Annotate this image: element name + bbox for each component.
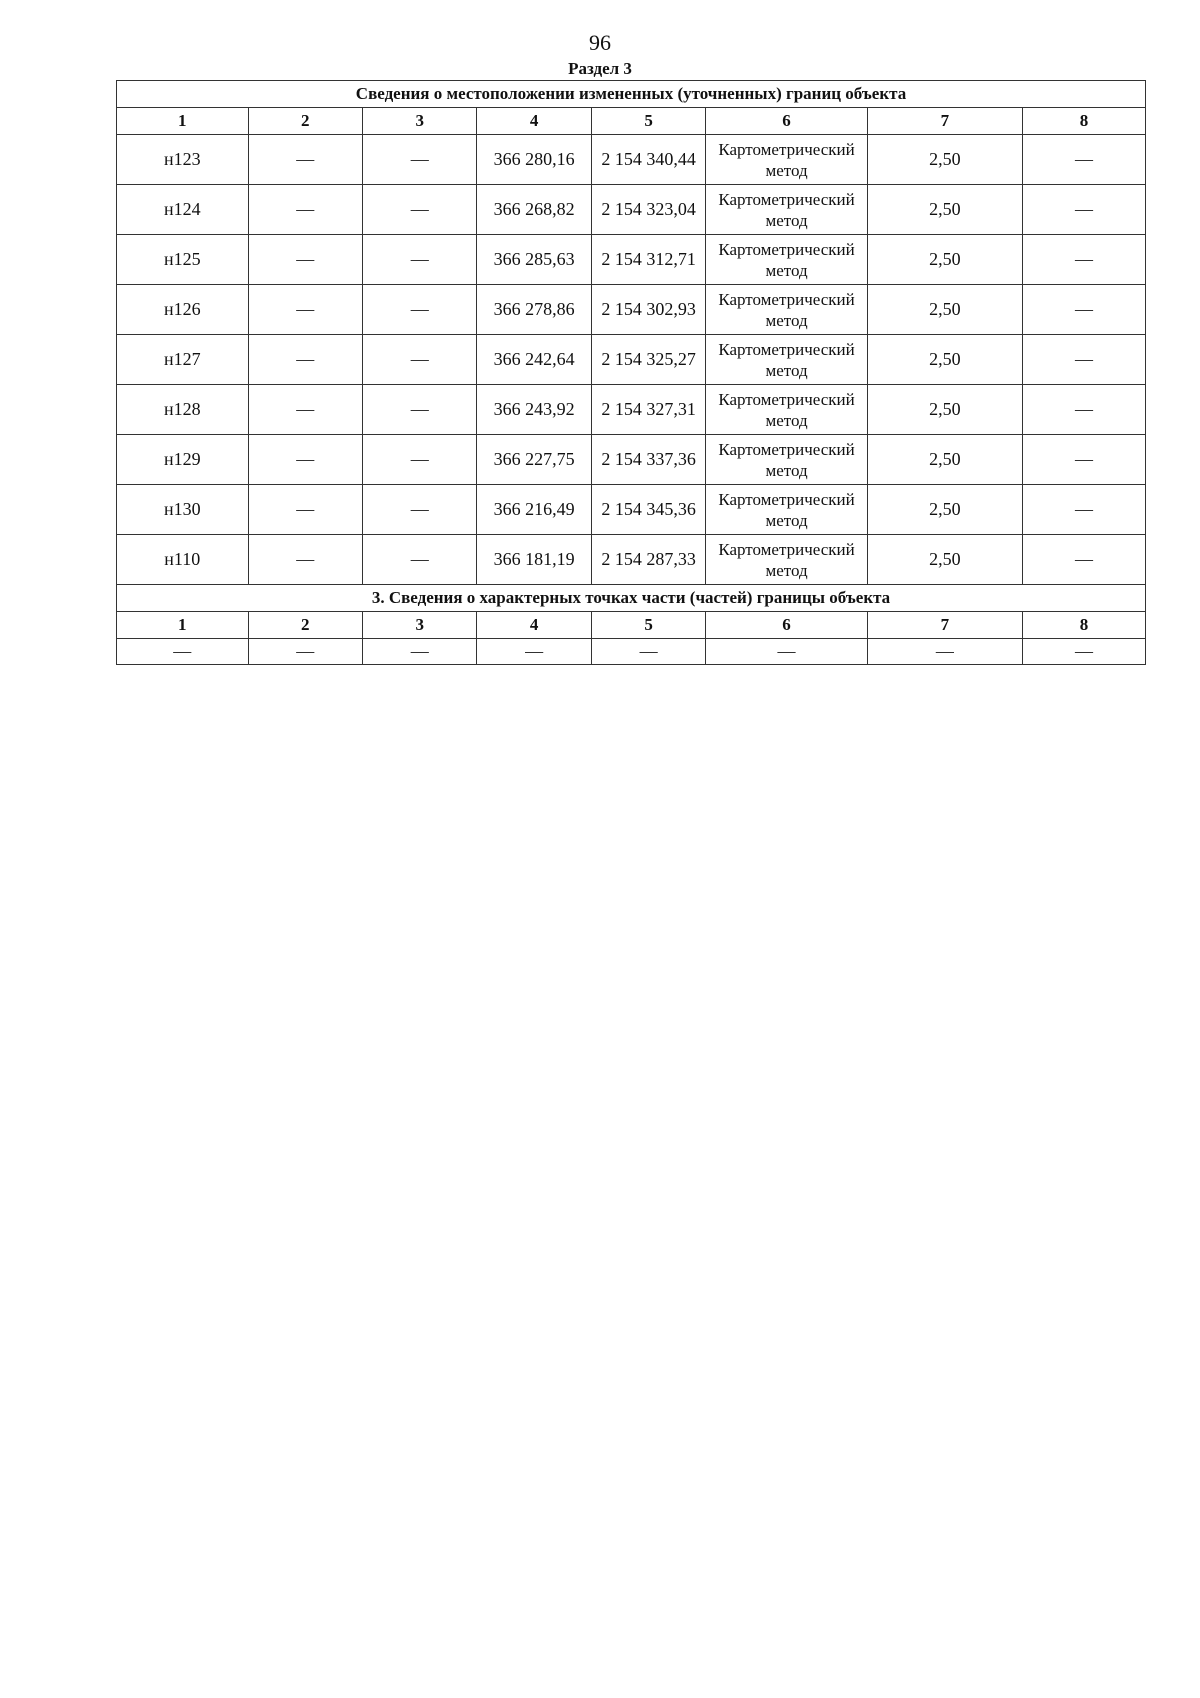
page-number: 96	[589, 30, 611, 55]
point-id-cell: н125	[117, 235, 249, 285]
point-id-cell: н110	[117, 535, 249, 585]
table-cell: —	[362, 285, 476, 335]
table-cell: —	[1022, 535, 1145, 585]
coordinate-x-cell: 366 243,92	[477, 385, 591, 435]
table-cell: —	[1022, 639, 1145, 665]
coordinate-y-cell: 2 154 327,31	[591, 385, 705, 435]
table-cell: —	[248, 135, 362, 185]
section-title: Раздел 3	[568, 59, 632, 78]
table-row	[117, 385, 1146, 435]
table-cell: —	[706, 639, 868, 665]
coordinate-x-cell: 366 227,75	[477, 435, 591, 485]
method-cell: Картометрический метод	[706, 285, 868, 335]
table-cell: —	[248, 385, 362, 435]
table-cell: —	[362, 235, 476, 285]
table-cell: —	[1022, 135, 1145, 185]
table-cell: —	[362, 485, 476, 535]
table-cell: —	[248, 285, 362, 335]
method-cell: Картометрический метод	[706, 485, 868, 535]
column-number: 7	[867, 108, 1022, 135]
table-cell: —	[248, 185, 362, 235]
table-row	[117, 535, 1146, 585]
coordinate-y-cell: 2 154 302,93	[591, 285, 705, 335]
coordinate-x-cell: 366 278,86	[477, 285, 591, 335]
accuracy-cell: 2,50	[867, 185, 1022, 235]
coordinate-y-cell: 2 154 312,71	[591, 235, 705, 285]
table-cell: —	[1022, 435, 1145, 485]
method-cell: Картометрический метод	[706, 185, 868, 235]
coordinate-y-cell: 2 154 325,27	[591, 335, 705, 385]
coordinate-y-cell: 2 154 323,04	[591, 185, 705, 235]
coordinate-x-cell: 366 242,64	[477, 335, 591, 385]
table-cell: —	[362, 335, 476, 385]
coordinate-x-cell: 366 268,82	[477, 185, 591, 235]
column-number: 8	[1022, 612, 1145, 639]
table-cell: —	[1022, 385, 1145, 435]
accuracy-cell: 2,50	[867, 435, 1022, 485]
column-number: 4	[477, 612, 591, 639]
coordinate-x-cell: 366 285,63	[477, 235, 591, 285]
accuracy-cell: 2,50	[867, 135, 1022, 185]
point-id-cell: н129	[117, 435, 249, 485]
method-cell: Картометрический метод	[706, 385, 868, 435]
column-number: 3	[362, 612, 476, 639]
method-cell: Картометрический метод	[706, 335, 868, 385]
column-number-row	[117, 612, 1146, 639]
point-id-cell: н123	[117, 135, 249, 185]
table-row	[117, 285, 1146, 335]
table-row	[117, 335, 1146, 385]
table-row	[117, 235, 1146, 285]
table-cell: —	[1022, 485, 1145, 535]
table-cell: —	[248, 535, 362, 585]
point-id-cell: н124	[117, 185, 249, 235]
accuracy-cell: 2,50	[867, 535, 1022, 585]
table-cell: —	[1022, 185, 1145, 235]
method-cell: Картометрический метод	[706, 535, 868, 585]
table-cell: —	[248, 639, 362, 665]
column-number: 5	[591, 612, 705, 639]
table-row	[117, 639, 1146, 665]
column-number: 7	[867, 612, 1022, 639]
coordinate-x-cell: 366 181,19	[477, 535, 591, 585]
method-cell: Картометрический метод	[706, 435, 868, 485]
accuracy-cell: 2,50	[867, 235, 1022, 285]
column-number: 6	[706, 108, 868, 135]
method-cell: Картометрический метод	[706, 135, 868, 185]
column-number: 5	[591, 108, 705, 135]
method-cell: Картометрический метод	[706, 235, 868, 285]
table-cell: —	[1022, 285, 1145, 335]
table-cell: —	[362, 135, 476, 185]
table-cell: —	[362, 435, 476, 485]
table-cell: —	[867, 639, 1022, 665]
table-row	[117, 185, 1146, 235]
accuracy-cell: 2,50	[867, 335, 1022, 385]
table-cell: —	[248, 435, 362, 485]
column-number: 6	[706, 612, 868, 639]
column-number: 2	[248, 612, 362, 639]
point-id-cell: н128	[117, 385, 249, 435]
column-number: 8	[1022, 108, 1145, 135]
coordinate-y-cell: 2 154 345,36	[591, 485, 705, 535]
table-cell: —	[248, 485, 362, 535]
coordinate-y-cell: 2 154 287,33	[591, 535, 705, 585]
column-number: 3	[362, 108, 476, 135]
point-id-cell: н130	[117, 485, 249, 535]
column-number: 1	[117, 612, 249, 639]
table-caption: Сведения о местоположении измененных (уточненных) границ объекта	[117, 81, 1146, 108]
table-cell: —	[362, 639, 476, 665]
coordinate-y-cell: 2 154 340,44	[591, 135, 705, 185]
table-cell: —	[248, 235, 362, 285]
column-number-row	[117, 108, 1146, 135]
table-row	[117, 135, 1146, 185]
table-cell: —	[362, 535, 476, 585]
table-cell: —	[1022, 235, 1145, 285]
column-number: 2	[248, 108, 362, 135]
table-cell: —	[477, 639, 591, 665]
table-cell: —	[362, 385, 476, 435]
subsection-caption-row	[117, 585, 1146, 612]
table-cell: —	[1022, 335, 1145, 385]
coordinate-x-cell: 366 216,49	[477, 485, 591, 535]
accuracy-cell: 2,50	[867, 485, 1022, 535]
coordinate-x-cell: 366 280,16	[477, 135, 591, 185]
table-caption-row	[117, 81, 1146, 108]
table-cell: —	[591, 639, 705, 665]
coordinate-y-cell: 2 154 337,36	[591, 435, 705, 485]
table-cell: —	[362, 185, 476, 235]
accuracy-cell: 2,50	[867, 385, 1022, 435]
table-cell: —	[117, 639, 249, 665]
table-row	[117, 435, 1146, 485]
table-cell: —	[248, 335, 362, 385]
point-id-cell: н127	[117, 335, 249, 385]
point-id-cell: н126	[117, 285, 249, 335]
column-number: 1	[117, 108, 249, 135]
table-row	[117, 485, 1146, 535]
accuracy-cell: 2,50	[867, 285, 1022, 335]
subsection-caption: 3. Сведения о характерных точках части (частей) границы объекта	[117, 585, 1146, 612]
column-number: 4	[477, 108, 591, 135]
boundary-table	[116, 80, 1146, 665]
